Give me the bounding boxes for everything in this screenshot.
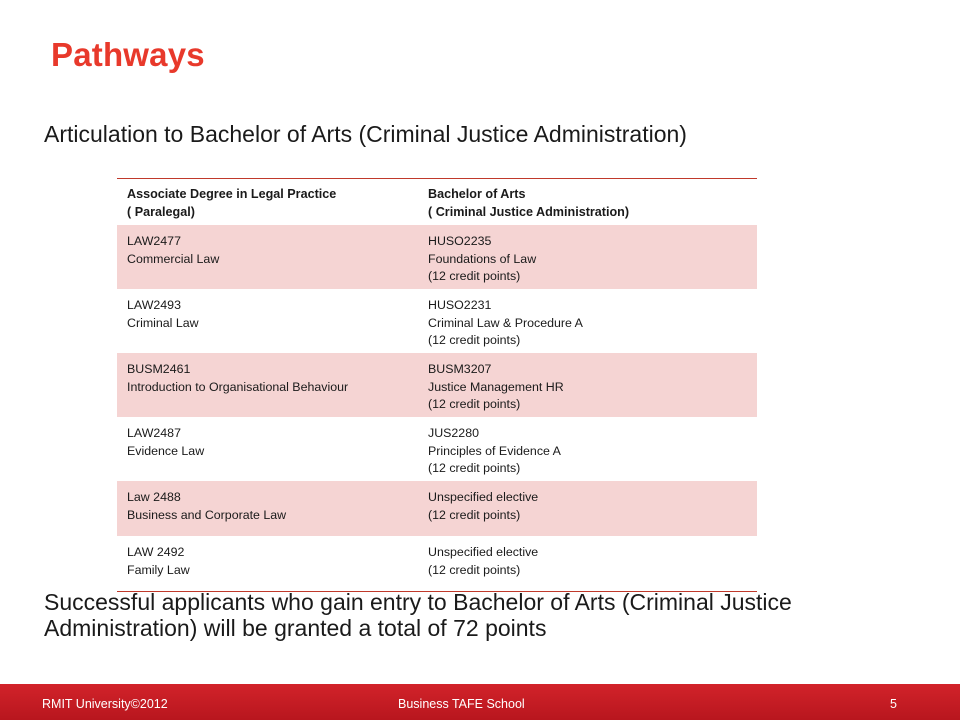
header-bachelor-of-arts: Bachelor of Arts ( Criminal Justice Administration) [428, 187, 630, 219]
table-row [117, 353, 757, 417]
footer-copyright: RMIT University©2012 [42, 697, 168, 711]
slide-title: Pathways [51, 36, 205, 73]
row-bachelor-unit: BUSM3207 Justice Management HR (12 credit points) [428, 362, 564, 411]
row-bachelor-unit: JUS2280 Principles of Evidence A (12 credit points) [428, 426, 561, 475]
row-associate-unit: Law 2488 Business and Corporate Law [127, 490, 287, 522]
table-row [117, 417, 757, 481]
header-associate-degree: Associate Degree in Legal Practice ( Paralegal) [127, 187, 337, 219]
footer-school: Business TAFE School [398, 697, 525, 711]
row-associate-unit: LAW 2492 Family Law [127, 545, 190, 577]
page-number: 5 [890, 697, 897, 711]
row-associate-unit: LAW2487 Evidence Law [127, 426, 205, 458]
row-associate-unit: LAW2477 Commercial Law [127, 234, 220, 266]
row-bachelor-unit: Unspecified elective (12 credit points) [428, 490, 539, 522]
row-bachelor-unit: HUSO2235 Foundations of Law (12 credit points) [428, 234, 537, 283]
row-associate-unit: BUSM2461 Introduction to Organisational Behaviour [127, 362, 349, 394]
row-bachelor-unit: Unspecified elective (12 credit points) [428, 545, 539, 577]
table-row [117, 536, 757, 591]
slide-conclusion: Successful applicants who gain entry to Bachelor of Arts (Criminal Justice Administration) will be granted a total of 72 points [44, 589, 792, 641]
slide-subtitle: Articulation to Bachelor of Arts (Criminal Justice Administration) [44, 121, 687, 147]
pathway-table [117, 178, 757, 592]
table-row [117, 289, 757, 353]
footer-bar [0, 684, 960, 720]
table-row [117, 481, 757, 536]
row-associate-unit: LAW2493 Criminal Law [127, 298, 199, 330]
row-bachelor-unit: HUSO2231 Criminal Law & Procedure A (12 credit points) [428, 298, 583, 347]
table-header-row [117, 179, 757, 225]
table-row [117, 225, 757, 289]
